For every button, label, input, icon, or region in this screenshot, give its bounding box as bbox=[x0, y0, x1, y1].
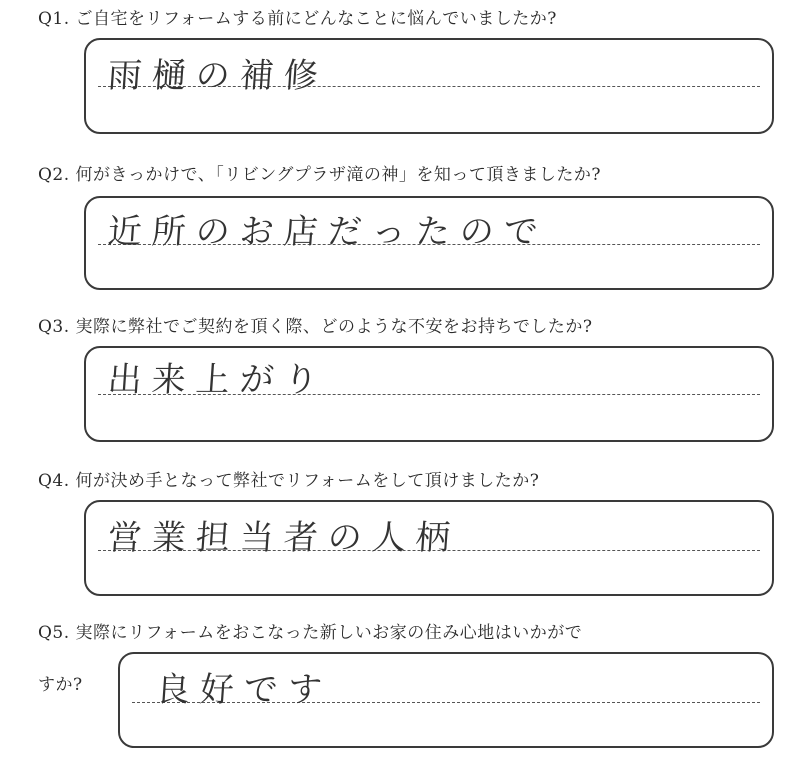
answer-1-box bbox=[84, 38, 774, 134]
question-4-label: Q4. 何が決め手となって弊社でリフォームをして頂けましたか? bbox=[38, 471, 540, 491]
answer-5-text: 良好です bbox=[154, 670, 334, 710]
answer-5-box bbox=[118, 652, 774, 748]
question-1-label: Q1. ご自宅をリフォームする前にどんなことに悩んでいましたか? bbox=[38, 9, 557, 29]
question-3-label: Q3. 実際に弊社でご契約を頂く際、どのような不安をお持ちでしたか? bbox=[38, 317, 593, 337]
answer-3-text: 出来上がり bbox=[106, 360, 330, 400]
answer-1-text: 雨樋の補修 bbox=[106, 56, 330, 96]
question-5-label-cont: すか? bbox=[38, 675, 83, 695]
answer-2-text: 近所のお店だったので bbox=[106, 212, 550, 252]
question-5-label: Q5. 実際にリフォームをおこなった新しいお家の住み心地はいかがで bbox=[38, 623, 583, 643]
answer-4-text: 営業担当者の人柄 bbox=[106, 518, 462, 558]
answer-4-box bbox=[84, 500, 774, 596]
answer-3-box bbox=[84, 346, 774, 442]
question-2-label: Q2. 何がきっかけで、「リビングプラザ滝の神」を知って頂きましたか? bbox=[38, 165, 601, 185]
answer-2-box bbox=[84, 196, 774, 290]
